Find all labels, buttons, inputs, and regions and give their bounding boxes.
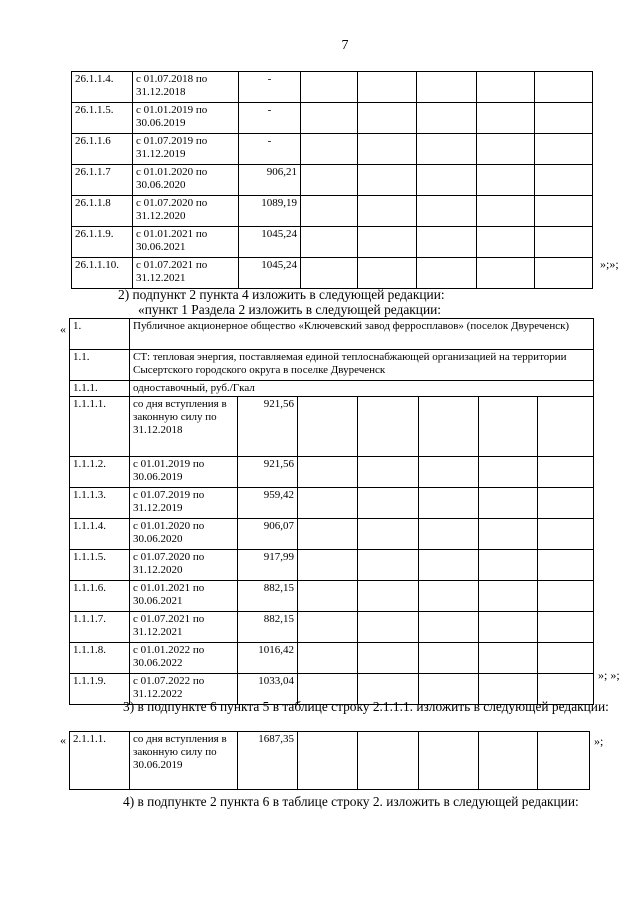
empty-cell — [301, 258, 358, 289]
empty-cell — [358, 643, 419, 674]
empty-cell — [298, 488, 358, 519]
empty-cell — [419, 581, 479, 612]
empty-cell — [479, 488, 538, 519]
empty-cell — [301, 72, 358, 103]
row-code: 1.1.1.2. — [70, 457, 130, 488]
row-period: со дня вступления в законную силу по 30.06.2019 — [130, 732, 238, 790]
table-row — [72, 258, 593, 289]
row-code: 26.1.1.9. — [72, 227, 133, 258]
row-code: 1. — [70, 319, 130, 350]
row-value: 906,21 — [239, 165, 301, 196]
tariff-table-2111 — [69, 731, 590, 790]
row-value: 906,07 — [238, 519, 298, 550]
row-code: 1.1.1. — [70, 381, 130, 397]
row-period: с 01.07.2021 по 31.12.2021 — [133, 258, 239, 289]
empty-cell — [298, 397, 358, 457]
row-code: 1.1.1.4. — [70, 519, 130, 550]
table-row — [72, 165, 593, 196]
empty-cell — [419, 732, 479, 790]
row-value: 1089,19 — [239, 196, 301, 227]
row-code: 2.1.1.1. — [70, 732, 130, 790]
row-period: с 01.01.2019 по 30.06.2019 — [130, 457, 238, 488]
empty-cell — [538, 519, 594, 550]
table1-closing-mark: »;»; — [600, 257, 619, 271]
empty-cell — [417, 134, 477, 165]
table-row — [70, 581, 594, 612]
table-row — [70, 457, 594, 488]
empty-cell — [479, 397, 538, 457]
amendment-2-line2: «пункт 1 Раздела 2 изложить в следующей редакции: — [138, 302, 442, 317]
row-code: 1.1.1.9. — [70, 674, 130, 705]
empty-cell — [358, 165, 417, 196]
row-code: 26.1.1.6 — [72, 134, 133, 165]
empty-cell — [417, 103, 477, 134]
empty-cell — [538, 457, 594, 488]
empty-cell — [477, 72, 535, 103]
empty-cell — [301, 134, 358, 165]
empty-cell — [419, 612, 479, 643]
empty-cell — [419, 397, 479, 457]
row-value: 1016,42 — [238, 643, 298, 674]
table-row — [70, 732, 590, 790]
empty-cell — [358, 457, 419, 488]
empty-cell — [538, 643, 594, 674]
empty-cell — [419, 457, 479, 488]
empty-cell — [298, 457, 358, 488]
row-value: - — [239, 72, 301, 103]
empty-cell — [358, 581, 419, 612]
empty-cell — [358, 227, 417, 258]
empty-cell — [538, 550, 594, 581]
empty-cell — [301, 227, 358, 258]
row-value: 882,15 — [238, 612, 298, 643]
row-code: 1.1. — [70, 350, 130, 381]
empty-cell — [479, 612, 538, 643]
row-period: с 01.07.2019 по 31.12.2019 — [133, 134, 239, 165]
row-code: 1.1.1.8. — [70, 643, 130, 674]
empty-cell — [358, 612, 419, 643]
empty-cell — [538, 488, 594, 519]
empty-cell — [535, 227, 593, 258]
empty-cell — [298, 732, 358, 790]
row-value: 921,56 — [238, 457, 298, 488]
empty-cell — [358, 258, 417, 289]
row-period: с 01.01.2019 по 30.06.2019 — [133, 103, 239, 134]
empty-cell — [479, 581, 538, 612]
row-value: 1687,35 — [238, 732, 298, 790]
row-code: 26.1.1.4. — [72, 72, 133, 103]
amendment-3: 3) в подпункте 6 пункта 5 в таблице строку 2.1.1.1. изложить в следующей редакции: — [123, 699, 609, 714]
table-header-row — [70, 381, 594, 397]
empty-cell — [298, 643, 358, 674]
empty-cell — [358, 103, 417, 134]
table-header-row — [70, 350, 594, 381]
table-row — [70, 397, 594, 457]
empty-cell — [358, 550, 419, 581]
empty-cell — [538, 397, 594, 457]
empty-cell — [417, 165, 477, 196]
empty-cell — [477, 258, 535, 289]
row-period: с 01.01.2020 по 30.06.2020 — [130, 519, 238, 550]
table-row — [72, 103, 593, 134]
empty-cell — [535, 134, 593, 165]
empty-cell — [298, 519, 358, 550]
empty-cell — [358, 732, 419, 790]
empty-cell — [417, 196, 477, 227]
row-code: 1.1.1.6. — [70, 581, 130, 612]
table3-closing-mark: »; — [594, 734, 604, 748]
row-code: 26.1.1.8 — [72, 196, 133, 227]
empty-cell — [417, 258, 477, 289]
empty-cell — [477, 227, 535, 258]
empty-cell — [477, 134, 535, 165]
table-row — [72, 72, 593, 103]
table-row — [72, 196, 593, 227]
row-code: 26.1.1.5. — [72, 103, 133, 134]
row-period: с 01.07.2022 по 31.12.2022 — [130, 674, 238, 705]
row-description: Публичное акционерное общество «Ключевский завод ферросплавов» (поселок Двуреченск) — [130, 319, 594, 350]
empty-cell — [298, 550, 358, 581]
amendment-2-line1: 2) подпункт 2 пункта 4 изложить в следующей редакции: — [118, 287, 445, 302]
row-period: с 01.01.2021 по 30.06.2021 — [133, 227, 239, 258]
row-code: 1.1.1.1. — [70, 397, 130, 457]
row-value: 882,15 — [238, 581, 298, 612]
table-row — [70, 643, 594, 674]
empty-cell — [298, 612, 358, 643]
row-value: 1033,04 — [238, 674, 298, 705]
empty-cell — [535, 72, 593, 103]
row-period: с 01.07.2019 по 31.12.2019 — [130, 488, 238, 519]
row-period: с 01.01.2022 по 30.06.2022 — [130, 643, 238, 674]
amendment-4: 4) в подпункте 2 пункта 6 в таблице строку 2. изложить в следующей редакции: — [123, 794, 579, 809]
empty-cell — [419, 643, 479, 674]
tariff-table-1 — [69, 318, 594, 705]
empty-cell — [301, 196, 358, 227]
empty-cell — [417, 227, 477, 258]
row-value: - — [239, 103, 301, 134]
row-period: с 01.07.2018 по 31.12.2018 — [133, 72, 239, 103]
empty-cell — [358, 397, 419, 457]
empty-cell — [301, 165, 358, 196]
empty-cell — [477, 196, 535, 227]
row-period: с 01.07.2020 по 31.12.2020 — [133, 196, 239, 227]
row-code: 26.1.1.7 — [72, 165, 133, 196]
table-row — [72, 227, 593, 258]
table-row — [70, 488, 594, 519]
page-number: 7 — [341, 38, 349, 53]
empty-cell — [301, 103, 358, 134]
table-row — [72, 134, 593, 165]
row-code: 1.1.1.3. — [70, 488, 130, 519]
empty-cell — [358, 134, 417, 165]
row-description: одноставочный, руб./Гкал — [130, 381, 594, 397]
empty-cell — [419, 519, 479, 550]
empty-cell — [419, 488, 479, 519]
table3-open-quote: « — [60, 733, 66, 747]
table-row — [70, 550, 594, 581]
empty-cell — [358, 196, 417, 227]
empty-cell — [477, 165, 535, 196]
empty-cell — [479, 457, 538, 488]
empty-cell — [538, 732, 590, 790]
empty-cell — [358, 72, 417, 103]
table-row — [70, 519, 594, 550]
empty-cell — [535, 258, 593, 289]
row-period: с 01.01.2021 по 30.06.2021 — [130, 581, 238, 612]
row-period: со дня вступления в законную силу по 31.12.2018 — [130, 397, 238, 457]
empty-cell — [538, 581, 594, 612]
empty-cell — [538, 612, 594, 643]
table2-closing-mark: »; »; — [598, 668, 620, 682]
row-value: - — [239, 134, 301, 165]
row-code: 1.1.1.7. — [70, 612, 130, 643]
row-value: 1045,24 — [239, 258, 301, 289]
empty-cell — [479, 519, 538, 550]
row-period: с 01.07.2020 по 31.12.2020 — [130, 550, 238, 581]
empty-cell — [419, 550, 479, 581]
table2-open-quote: « — [60, 322, 66, 336]
row-code: 26.1.1.10. — [72, 258, 133, 289]
row-code: 1.1.1.5. — [70, 550, 130, 581]
row-value: 921,56 — [238, 397, 298, 457]
empty-cell — [535, 103, 593, 134]
empty-cell — [479, 732, 538, 790]
row-value: 1045,24 — [239, 227, 301, 258]
tariff-table-26 — [71, 71, 593, 289]
row-value: 917,99 — [238, 550, 298, 581]
row-period: с 01.01.2020 по 30.06.2020 — [133, 165, 239, 196]
table-header-row — [70, 319, 594, 350]
empty-cell — [479, 643, 538, 674]
empty-cell — [358, 519, 419, 550]
row-value: 959,42 — [238, 488, 298, 519]
empty-cell — [535, 165, 593, 196]
table-row — [70, 612, 594, 643]
row-period: с 01.07.2021 по 31.12.2021 — [130, 612, 238, 643]
empty-cell — [417, 72, 477, 103]
row-description: СТ: тепловая энергия, поставляемая единой теплоснабжающей организацией на территории Сысертского городского округа в поселке Двуреченск — [130, 350, 594, 381]
empty-cell — [479, 550, 538, 581]
empty-cell — [358, 488, 419, 519]
empty-cell — [298, 581, 358, 612]
empty-cell — [535, 196, 593, 227]
empty-cell — [477, 103, 535, 134]
